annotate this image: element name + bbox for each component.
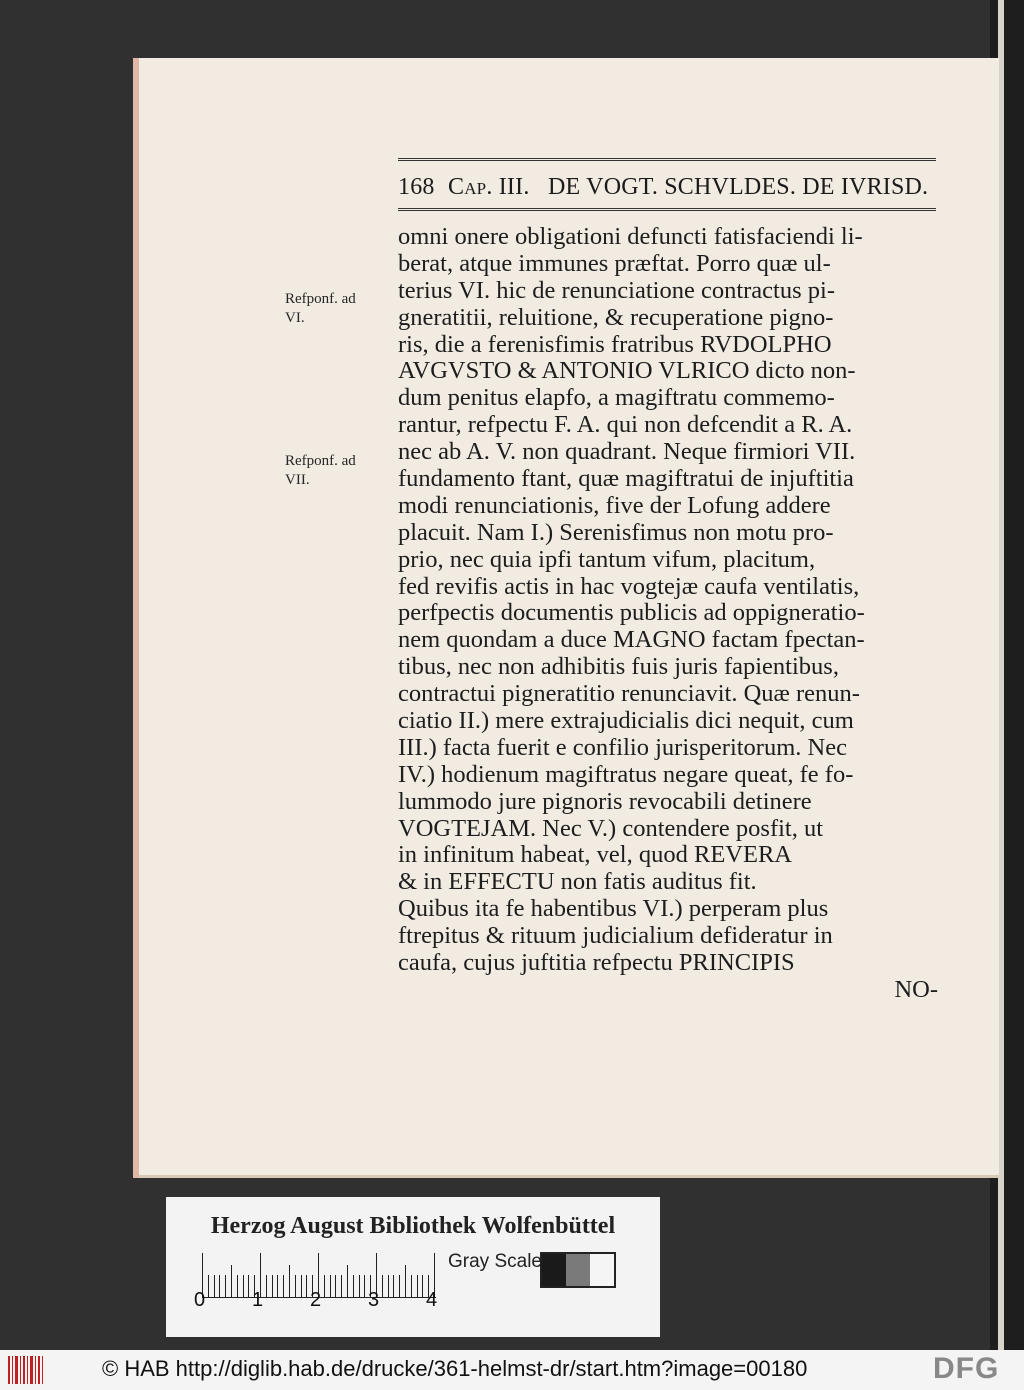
ruler-numbers xyxy=(194,1289,454,1319)
text-line: IV.) hodienum magiftratus negare queat, fe fo- xyxy=(398,761,854,788)
text-line: & in EFFECTU non fatis auditus fit. xyxy=(398,869,757,896)
ruler-number: 0 xyxy=(194,1289,206,1311)
text-line: AVGVSTO & ANTONIO VLRICO dicto non- xyxy=(398,358,856,385)
gray-scale-swatch xyxy=(540,1252,616,1288)
text-line: modi renunciationis, five der Lofung addere xyxy=(398,492,831,519)
text-line: Quibus ita fe habentibus VI.) perperam plus xyxy=(398,896,829,923)
header-rule-bottom xyxy=(398,208,936,211)
ruler-number: 4 xyxy=(426,1289,438,1311)
text-line: III.) facta fuerit e confilio jurisperitorum. Nec xyxy=(398,734,847,761)
body-text xyxy=(398,224,938,1004)
barcode-bar xyxy=(38,1356,40,1384)
chapter-label: Cap. III. xyxy=(448,174,530,200)
footer-bar xyxy=(0,1350,1024,1390)
gray-swatch-block xyxy=(566,1254,590,1286)
barcode-icon xyxy=(8,1356,48,1384)
text-line: placuit. Nam I.) Serenisfimus non motu pro- xyxy=(398,519,834,546)
text-line: terius VI. hic de renunciatione contractus pi- xyxy=(398,277,835,304)
text-line: gneratitii, reluitione, & recuperatione pigno- xyxy=(398,304,834,331)
text-line: ris, die a ferenisfimis fratribus RVDOLPHO xyxy=(398,331,832,358)
running-title: DE VOGT. SCHVLDES. DE IVRISD. xyxy=(548,174,929,200)
text-line: rantur, refpectu F. A. qui non defcendit a R. A. xyxy=(398,412,853,439)
text-line: prio, nec quia ipfi tantum vifum, placitum, xyxy=(398,546,816,573)
margin-note-resp-vii xyxy=(285,452,393,490)
text-line: ftrepitus & rituum judicialium defideratur in xyxy=(398,923,833,950)
text-line: berat, atque immunes præftat. Porro quæ ul- xyxy=(398,250,831,277)
dfg-logo: DFG xyxy=(933,1352,1000,1385)
text-line: omni onere obligationi defuncti fatisfaciendi li- xyxy=(398,224,863,250)
margin-note-line: Refponf. ad xyxy=(285,453,356,469)
barcode-bar xyxy=(12,1356,13,1384)
barcode-bar xyxy=(15,1356,18,1384)
barcode-bar xyxy=(30,1356,33,1384)
text-line: VOGTEJAM. Nec V.) contendere posfit, ut xyxy=(398,815,824,842)
text-line: nem quondam a duce MAGNO factam fpectan- xyxy=(398,627,865,654)
text-line: dum penitus elapfo, a magiftratu commemo- xyxy=(398,385,835,412)
text-line: ciatio II.) mere extrajudicialis dici nequit, cum xyxy=(398,708,854,735)
running-head xyxy=(398,170,938,206)
barcode-bar xyxy=(8,1356,10,1384)
text-line: contractui pigneratitio renunciavit. Quæ renun- xyxy=(398,681,860,708)
header-rule-top xyxy=(398,158,936,161)
catchword: NO- xyxy=(894,976,938,1003)
margin-note-line: Refponf. ad xyxy=(285,291,356,307)
text-line: nec ab A. V. non quadrant. Neque firmiori VII. xyxy=(398,439,856,466)
margin-note-resp-vi xyxy=(285,290,393,328)
barcode-bar xyxy=(23,1356,25,1384)
barcode-bar xyxy=(35,1356,36,1384)
text-line: perfpectis documentis publicis ad oppigneratio- xyxy=(398,600,865,627)
copyright-url[interactable]: © HAB http://diglib.hab.de/drucke/361-helmst-dr/start.htm?image=00180 xyxy=(102,1356,808,1381)
barcode-bar xyxy=(20,1356,21,1384)
text-line: fed revifis actis in hac vogtejæ caufa ventilatis, xyxy=(398,573,860,600)
ruler-number: 2 xyxy=(310,1289,322,1311)
library-name: Herzog August Bibliothek Wolfenbüttel xyxy=(210,1213,616,1239)
text-line: fundamento ftant, quæ magiftratui de injuftitia xyxy=(398,466,854,493)
gray-scale-label: Gray Scale xyxy=(448,1251,542,1272)
page-number: 168 xyxy=(398,174,435,200)
text-line: tibus, nec non adhibitis fuis juris fapientibus, xyxy=(398,654,839,681)
margin-note-line: VII. xyxy=(285,472,310,488)
ruler-number: 3 xyxy=(368,1289,380,1311)
text-line: lummodo jure pignoris revocabili detinere xyxy=(398,788,812,815)
library-scan-banner xyxy=(166,1197,660,1337)
barcode-bar xyxy=(42,1356,43,1384)
barcode-bar xyxy=(27,1356,28,1384)
text-line: in infinitum habeat, vel, quod REVERA xyxy=(398,842,792,869)
ruler-number: 1 xyxy=(252,1289,264,1311)
text-line: caufa, cujus juftitia refpectu PRINCIPIS xyxy=(398,950,795,977)
gray-swatch-block xyxy=(590,1254,614,1286)
margin-note-line: VI. xyxy=(285,310,305,326)
gray-swatch-block xyxy=(542,1254,566,1286)
